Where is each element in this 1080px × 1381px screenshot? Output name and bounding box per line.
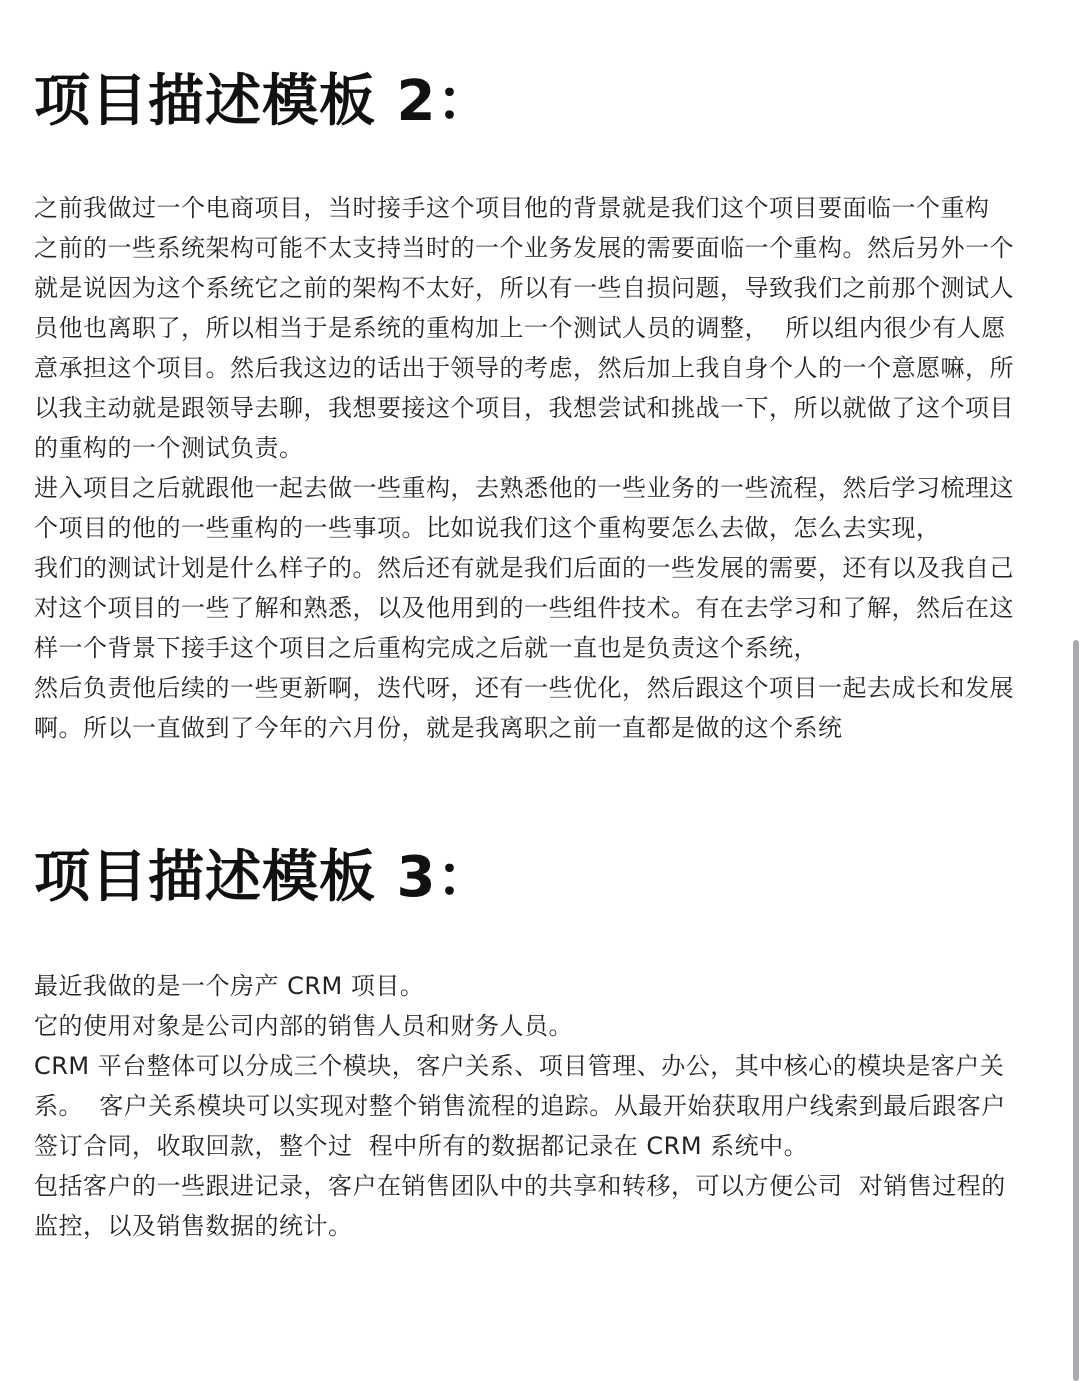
section-2-line: 个项目的他的一些重构的一些事项。比如说我们这个重构要怎么去做，怎么去实现， <box>34 514 941 542</box>
section-2-line: 员他也离职了，所以相当于是系统的重构加上一个测试人员的调整， 所以组内很少有人愿 <box>34 314 1006 342</box>
section-3-line: 最近我做的是一个房产 CRM 项目。 <box>34 972 425 1000</box>
section-2-line: 之前的一些系统架构可能不太支持当时的一个业务发展的需要面临一个重构。然后另外一个 <box>34 234 1014 262</box>
section-3-line: 签订合同，收取回款，整个过 程中所有的数据都记录在 CRM 系统中。 <box>34 1132 809 1160</box>
section-3-title: 项目描述模板 3： <box>34 845 494 910</box>
section-3-line: 监控，以及销售数据的统计。 <box>34 1212 353 1240</box>
section-3-line: CRM 平台整体可以分成三个模块，客户关系、项目管理、办公，其中核心的模块是客户关 <box>34 1052 1005 1080</box>
section-2-line: 对这个项目的一些了解和熟悉，以及他用到的一些组件技术。有在去学习和了解，然后在这 <box>34 594 1014 622</box>
section-2-body <box>34 188 1072 748</box>
section-2-line: 之前我做过一个电商项目，当时接手这个项目他的背景就是我们这个项目要面临一个重构 <box>34 194 990 222</box>
section-2-line: 我们的测试计划是什么样子的。然后还有就是我们后面的一些发展的需要，还有以及我自己 <box>34 554 1014 582</box>
section-2-line: 然后负责他后续的一些更新啊，迭代呀，还有一些优化，然后跟这个项目一起去成长和发展 <box>34 674 1014 702</box>
section-2-line: 就是说因为这个系统它之前的架构不太好，所以有一些自损问题，导致我们之前那个测试人 <box>34 274 1014 302</box>
vertical-scrollbar[interactable] <box>1072 0 1080 1381</box>
section-3-line: 包括客户的一些跟进记录，客户在销售团队中的共享和转移，可以方便公司 对销售过程的 <box>34 1172 1006 1200</box>
section-3-line: 它的使用对象是公司内部的销售人员和财务人员。 <box>34 1012 573 1040</box>
section-2-line: 啊。所以一直做到了今年的六月份，就是我离职之前一直都是做的这个系统 <box>34 714 843 742</box>
section-3-body <box>34 966 1072 1246</box>
section-3-line: 系。 客户关系模块可以实现对整个销售流程的追踪。从最开始获取用户线索到最后跟客户 <box>34 1092 1006 1120</box>
section-2-title: 项目描述模板 2： <box>34 69 494 134</box>
section-2-line: 进入项目之后就跟他一起去做一些重构，去熟悉他的一些业务的一些流程，然后学习梳理这 <box>34 474 1014 502</box>
section-2-line: 意承担这个项目。然后我这边的话出于领导的考虑，然后加上我自身个人的一个意愿嘛，所 <box>34 354 1014 382</box>
section-2-line: 的重构的一个测试负责。 <box>34 434 304 462</box>
section-2-line: 样一个背景下接手这个项目之后重构完成之后就一直也是负责这个系统， <box>34 634 818 662</box>
scrollbar-thumb[interactable] <box>1073 640 1079 1381</box>
section-2-line: 以我主动就是跟领导去聊，我想要接这个项目，我想尝试和挑战一下，所以就做了这个项目 <box>34 394 1014 422</box>
